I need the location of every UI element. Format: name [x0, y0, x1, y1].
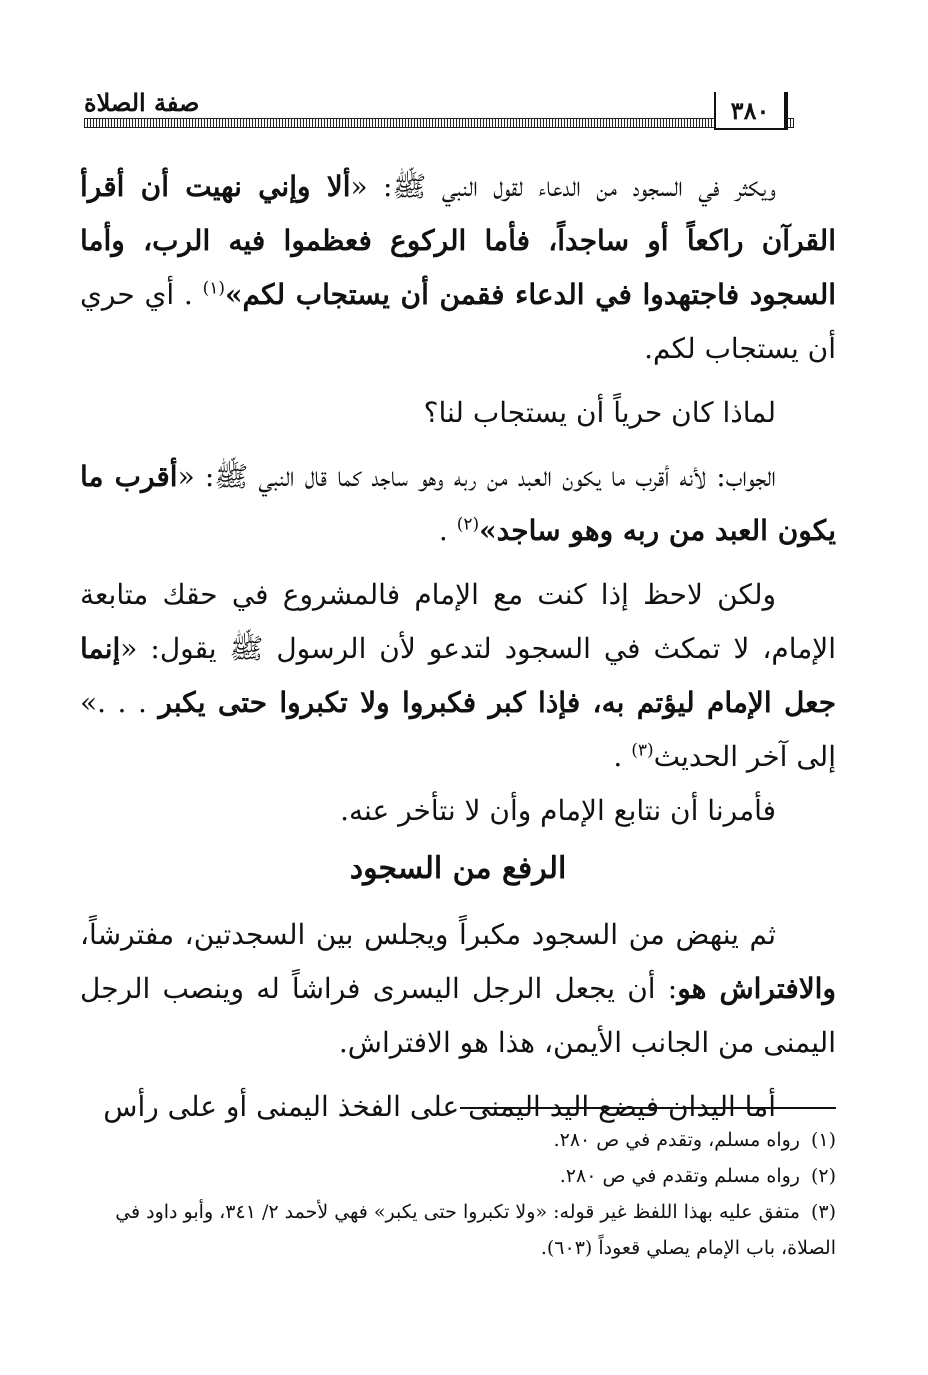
p1-quote-close: » — [225, 278, 243, 311]
p4-hadith: إنما جعل الإمام ليؤتم به، فإذا كبر فكبروا ولا تكبروا حتى يكبر — [80, 632, 836, 719]
p3-intro: الجواب: لأنه أقرب ما يكون العبد من ربه وهو ساجد كما قال النبي ﷺ: « — [177, 460, 777, 493]
page-header — [84, 88, 832, 134]
p4-rest: . . .» إلى آخر الحديث — [80, 686, 836, 773]
paragraph-6 — [80, 908, 836, 1070]
footnote-ref-3: (٣) — [631, 740, 654, 761]
p3-quote-close: » — [479, 514, 497, 547]
p4-intro: ولكن لاحظ إذا كنت مع الإمام فالمشروع في حقك متابعة الإمام، لا تمكث في السجود لتدعو لأن الرسول ﷺ يقول: « — [80, 578, 836, 665]
footnote-ref-1: (١) — [202, 278, 225, 299]
p1-hadith: ألا وإني نهيت أن أقرأ القرآن راكعاً أو ساجداً، فأما الركوع فعظموا فيه الرب، وأما السجود فاجتهدوا في الدعاء فقمن أن يستجاب لكم — [80, 170, 837, 311]
p3-tail: . — [438, 514, 448, 547]
paragraph-7: أما اليدان فيضع اليد اليمنى على الفخذ اليمنى أو على رأس — [103, 1090, 776, 1123]
paragraph-4 — [80, 568, 836, 784]
footnote-separator — [460, 1107, 836, 1109]
paragraph-3 — [80, 450, 836, 558]
section-heading: الرفع من السجود — [349, 851, 567, 886]
footnote-1 — [80, 1122, 836, 1158]
footnote-ref-2: (٢) — [456, 514, 480, 535]
p6-term: والافتراش هو — [677, 972, 836, 1005]
footnote-number: (١) — [810, 1129, 836, 1151]
running-title: صفة الصلاة — [84, 88, 200, 117]
paragraph-2: لماذا كان حرياً أن يستجاب لنا؟ — [423, 396, 776, 429]
footnote-text: رواه مسلم، وتقدم في ص ٢٨٠. — [553, 1129, 800, 1151]
footnote-number: (٢) — [810, 1165, 836, 1187]
footnote-text: متفق عليه بهذا اللفظ غير قوله: «ولا تكبروا حتى يكبر» فهي لأحمد ٢/ ٣٤١، وأبو داود في الصلاة، باب الإمام يصلي قعوداً (٦٠٣). — [115, 1201, 836, 1259]
footnote-2 — [80, 1158, 836, 1194]
p1-intro: ويكثر في السجود من الدعاء لقول النبي ﷺ: « — [350, 170, 776, 203]
footnotes — [80, 1122, 836, 1266]
p6-intro: ثم ينهض من السجود مكبراً ويجلس بين السجدتين، مفترشاً، — [80, 918, 776, 951]
body-text — [80, 160, 836, 1134]
footnote-3 — [80, 1194, 836, 1266]
p1-tail: . أي حري أن يستجاب لكم. — [80, 278, 836, 365]
page-number: ٣٨٠ — [714, 92, 788, 130]
footnote-number: (٣) — [810, 1201, 836, 1223]
footnote-text: رواه مسلم وتقدم في ص ٢٨٠. — [559, 1165, 800, 1187]
header-rule-left — [84, 118, 716, 128]
paragraph-5: فأمرنا أن نتابع الإمام وأن لا نتأخر عنه. — [340, 794, 776, 827]
p4-tail: . — [613, 740, 623, 773]
paragraph-1 — [80, 160, 836, 376]
p3-hadith: أقرب ما يكون العبد من ربه وهو ساجد — [80, 460, 836, 547]
p6-rest: : أن يجعل الرجل اليسرى فراشاً له وينصب الرجل اليمنى من الجانب الأيمن، هذا هو الافتراش. — [80, 972, 836, 1059]
